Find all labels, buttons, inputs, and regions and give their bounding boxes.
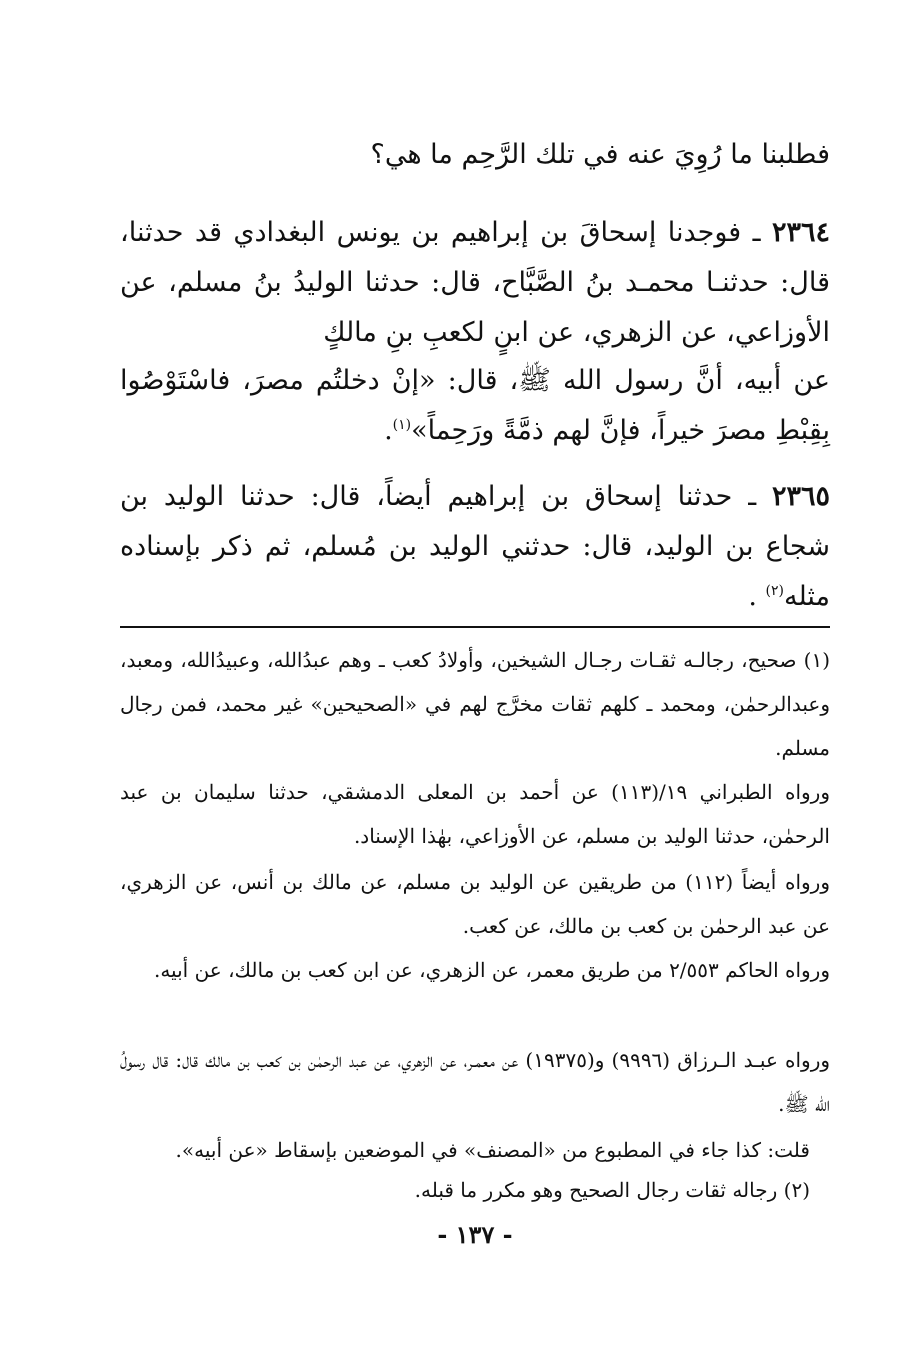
page — [120, 120, 830, 1300]
hadith-2364 — [120, 208, 830, 358]
footnote-2: (٢) رجاله ثقات رجال الصحيح وهو مكرر ما قبله. — [414, 1178, 810, 1202]
hadith-number: ٢٣٦٥ — [771, 481, 830, 512]
punctuation: . — [384, 415, 393, 446]
hadith-2365 — [120, 472, 830, 622]
hadith-2364-matn — [120, 356, 830, 456]
footnote-1-tabarani-2: ورواه أيضاً (١١٢) من طريقين عن الوليد بن مسلم، عن مالك بن أنس، عن الزهري، عن عبد الرحمٰن بن كعب بن مالك، عن كعب. — [120, 870, 830, 938]
footnote-ref[interactable]: (١) — [392, 417, 412, 433]
intro-line: فطلبنا ما رُوِيَ عنه في تلك الرَّحِم ما هي؟ — [370, 139, 830, 170]
footnote-1: (١) صحيح، رجالـه ثقـات رجـال الشيخين، وأولادُ كعب ـ وهم عبدُالله، وعبيدُالله، ومعبد، وعبدالرحمٰن، ومحمد ـ كلهم ثقات مخرَّج لهم في «الصحيحين» غير محمد، فمن رجال مسلم. — [120, 648, 830, 760]
punctuation: . — [748, 581, 766, 612]
hadith-text: ـ حدثنا إسحاق بن إبراهيم أيضاً، قال: حدثنا الوليد بن شجاع بن الوليد، قال: حدثني الوليد بن مُسلم، ثم ذكر بإسناده مثله — [120, 481, 830, 612]
footnote-1-hakim: ورواه الحاكم ٢/٥٥٣ من طريق معمر، عن الزهري، عن ابن كعب بن مالك، عن أبيه. — [153, 958, 830, 982]
hadith-number: ٢٣٦٤ — [771, 217, 830, 248]
footnote-ref[interactable]: (٢) — [765, 583, 784, 599]
hadith-text: عن أبيه، أنَّ رسول الله ﷺ، قال: «إنْ دخلتُم مصرَ، فاسْتَوْصُوا بِقِبْطِ مصرَ خيراً، فإنَّ لهم ذمَّةً ورَحِماً» — [120, 365, 830, 446]
footnote-1-tabarani: ورواه الطبراني ١٩/(١١٣) عن أحمد بن المعلى الدمشقي، حدثنا سليمان بن عبد الرحمٰن، حدثنا الوليد بن مسلم، عن الأوزاعي، بهٰذا الإسناد. — [120, 780, 830, 848]
hadith-text: ـ فوجدنا إسحاقَ بن إبراهيم بن يونس البغدادي قد حدثنا، قال: حدثنـا محمـد بنُ الصَّبَّاح، قال: حدثنا الوليدُ بنُ مسلم، عن الأوزاعي، عن الزهري، عن ابنٍ لكعبِ بنِ مالكٍ — [120, 217, 830, 348]
footnote-1-abdurrazzaq: ورواه عبـد الـرزاق (٩٩٩٦) و(١٩٣٧٥) عن معمـر، عن الزهري، عن عبد الرحمٰن بن كعب بن مالك قال: قال رسولُ الله ﷺ. — [120, 1048, 831, 1116]
footnote-1-remark: قلت: كذا جاء في المطبوع من «المصنف» في الموضعين بإسقاط «عن أبيه». — [175, 1138, 810, 1162]
page-number: - ١٣٧ - — [437, 1220, 513, 1249]
footnote-divider — [120, 626, 830, 628]
